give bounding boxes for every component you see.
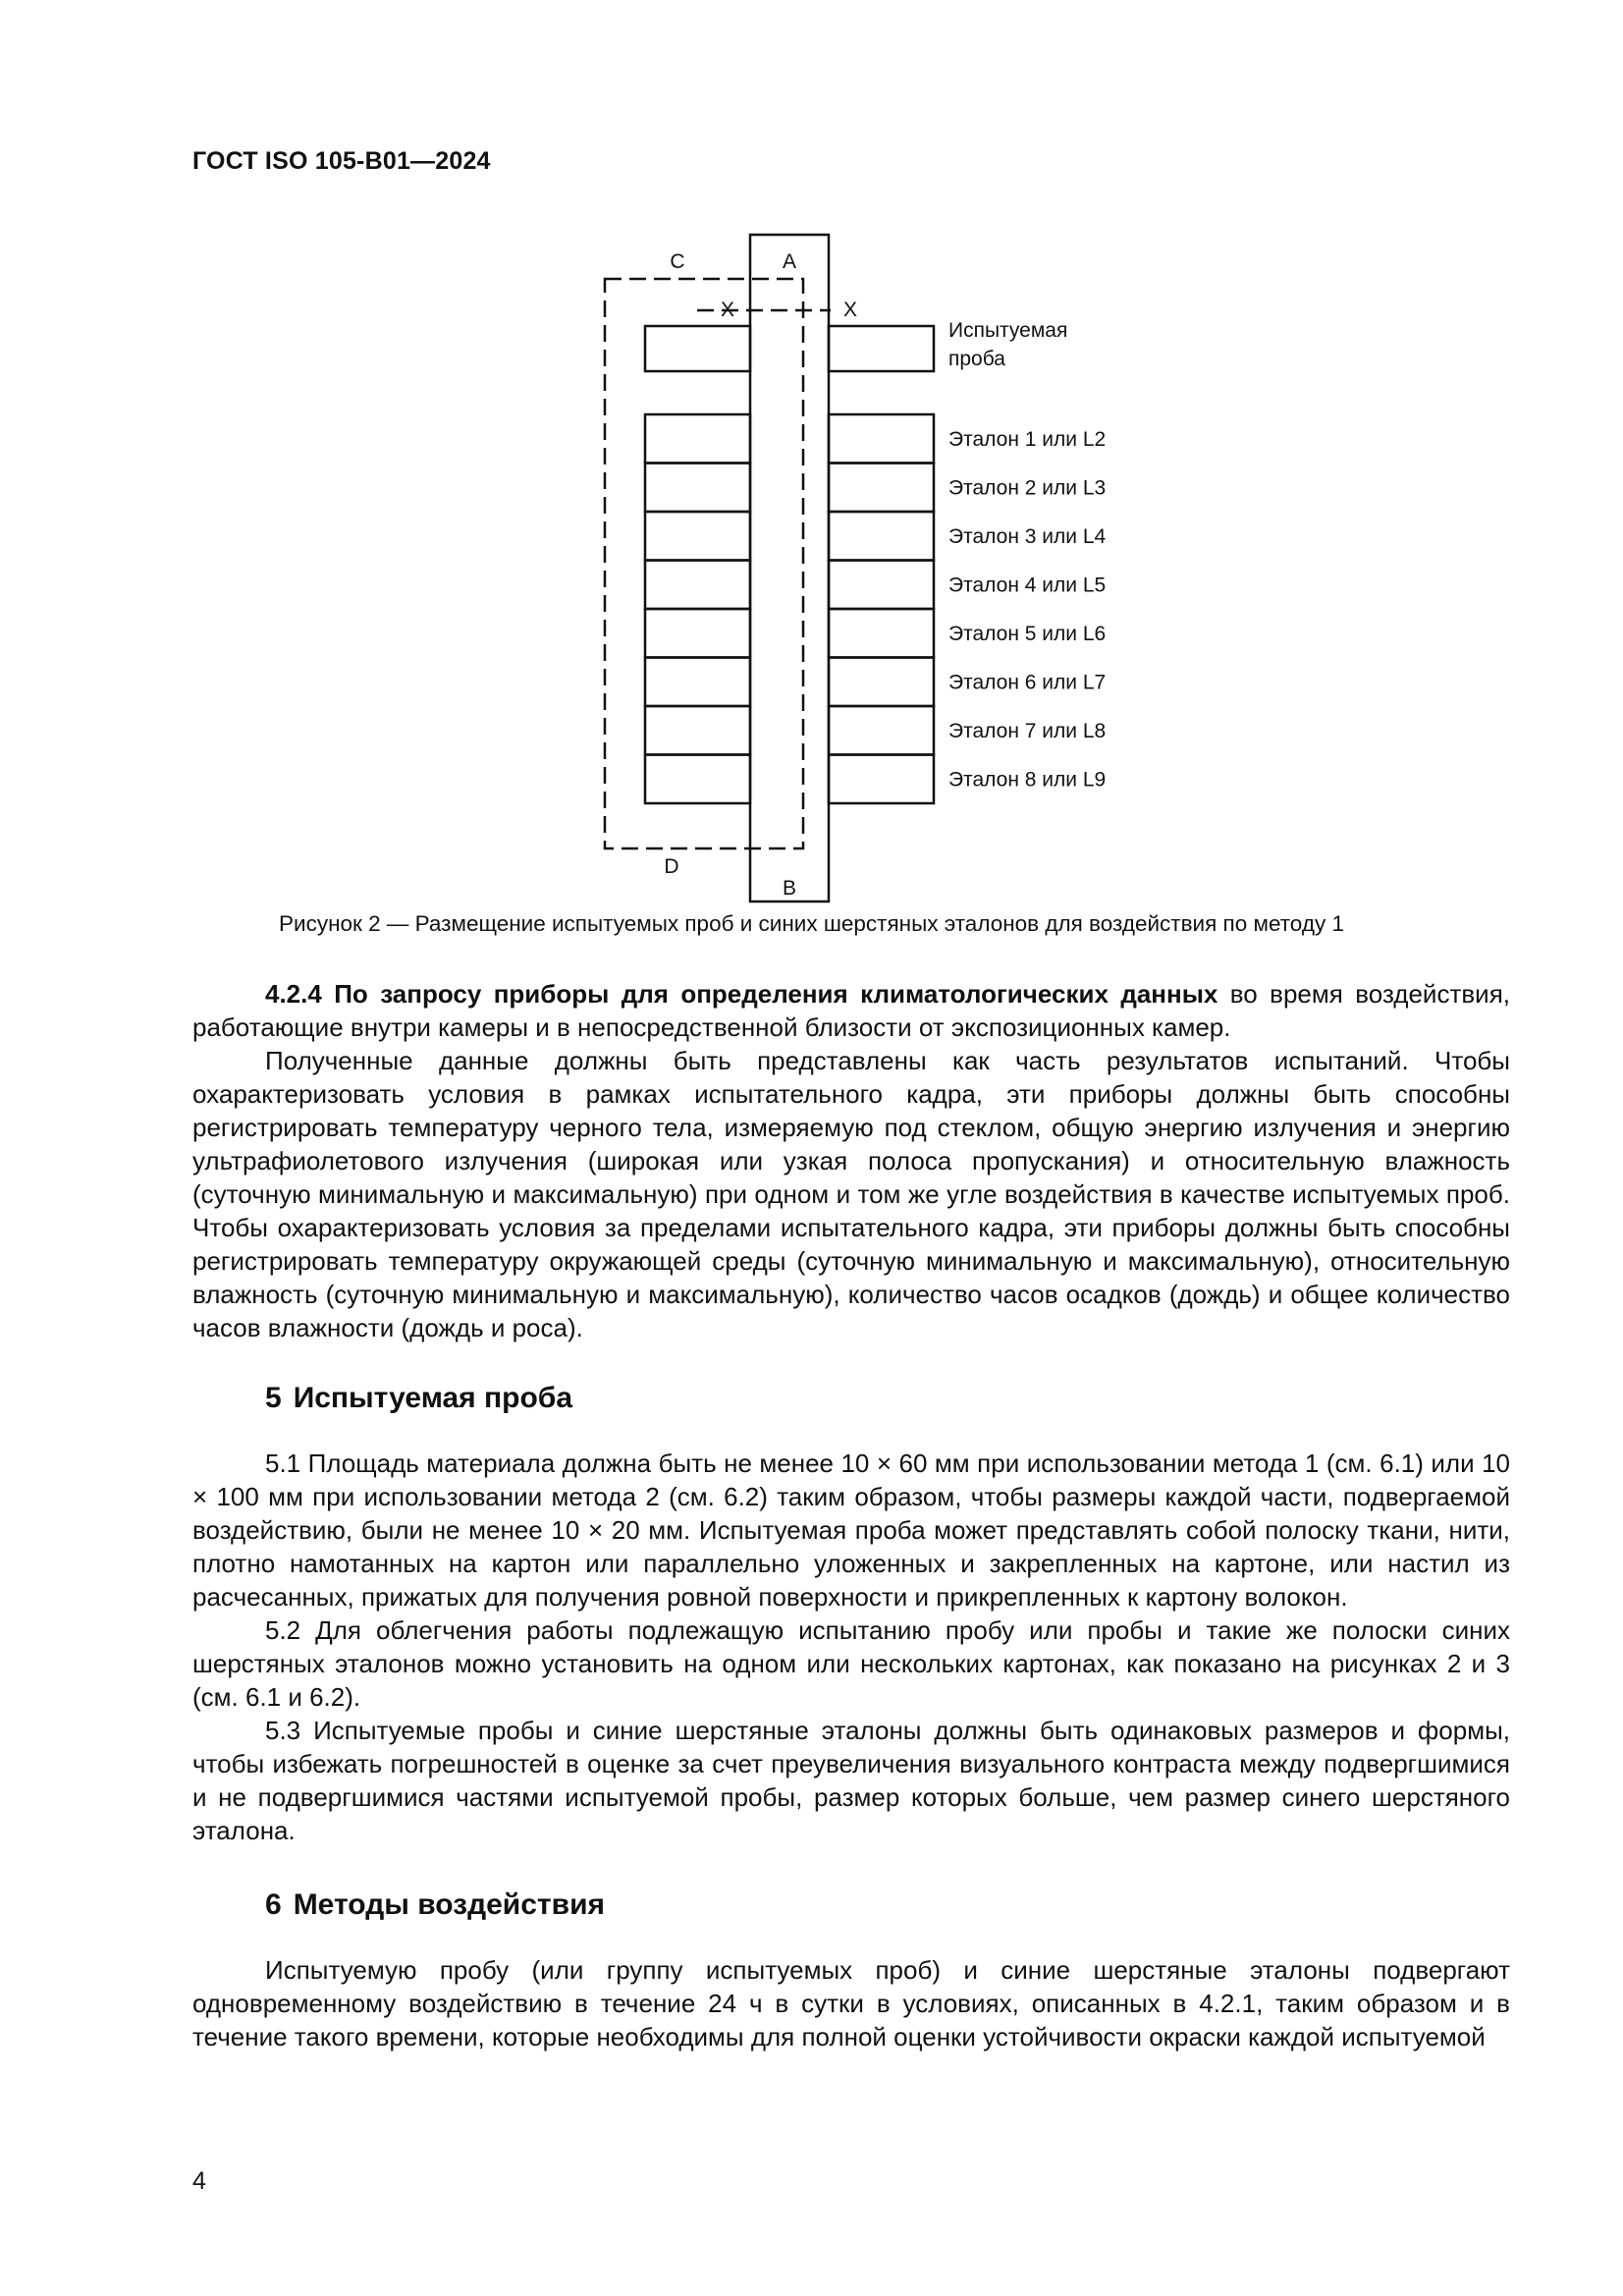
reference-strip-right-5 (829, 609, 934, 658)
reference-label-7: Эталон 7 или L8 (948, 719, 1107, 742)
paragraph-5-2: 5.2 Для облегчения работы подлежащую испытанию пробу или пробы и такие же полоски синих шерстяных эталонов можно установить на одном или нескольких картонах, как показано на рисунках 2 и 3 (см. 6.1 и 6.2). (192, 1615, 1510, 1712)
reference-label-4: Эталон 4 или L5 (948, 574, 1107, 597)
reference-strip-left-5 (645, 609, 750, 658)
label-x-right: X (842, 299, 858, 321)
center-card-strip (750, 235, 829, 902)
section-5-title: Испытуемая проба (293, 1382, 572, 1414)
reference-strip-right-3 (829, 512, 934, 561)
reference-strip-right-8 (829, 755, 934, 804)
reference-label-5: Эталон 5 или L6 (948, 622, 1107, 645)
section-6-title: Методы воздействия (293, 1888, 606, 1921)
reference-strip-left-8 (645, 755, 750, 804)
specimen-layout-figure (0, 0, 1623, 913)
paragraph-4-2-4-lead: 4.2.4 По запросу приборы для определения климатологических данных (265, 979, 1218, 1009)
section-6-number: 6 (265, 1888, 282, 1921)
reference-label-3: Эталон 3 или L4 (948, 524, 1107, 548)
test-sample-left (645, 326, 750, 371)
reference-strip-left-6 (645, 658, 750, 707)
reference-label-8: Эталон 8 или L9 (948, 768, 1107, 792)
label-d: D (664, 855, 679, 878)
reference-strip-left-7 (645, 706, 750, 755)
reference-strip-left-3 (645, 512, 750, 561)
paragraph-5-3: 5.3 Испытуемые пробы и синие шерстяные эталоны должны быть одинаковых размеров и формы, чтобы избежать погрешностей в оценке за счет преувеличения визуального контраста между подвергшимися и не подвергшимися частями испытуемой пробы, размер которых больше, чем размер синего шерстяного эталона. (192, 1716, 1510, 1845)
reference-strip-left-4 (645, 561, 750, 610)
reference-strip-left-2 (645, 464, 750, 513)
reference-strip-right-1 (829, 414, 934, 464)
document-body (192, 977, 1510, 2053)
figure-caption: Рисунок 2 — Размещение испытуемых проб и синих шерстяных эталонов для воздействия по методу 1 (279, 911, 1344, 936)
reference-label-1: Эталон 1 или L2 (948, 427, 1107, 451)
sample-label-line1: Испытуемая (948, 319, 1068, 342)
section-5-number: 5 (265, 1382, 282, 1414)
label-c: C (670, 250, 685, 273)
label-b: B (782, 877, 797, 900)
paragraph-4-2-4-text: во время воздействия, работающие внутри камеры и в непосредственной близости от экспозиционных камер. (192, 979, 1510, 1042)
reference-strip-right-2 (829, 464, 934, 513)
reference-strip-left-1 (645, 414, 750, 464)
dashed-cover-outline (605, 279, 803, 848)
label-x-left: X (720, 299, 735, 321)
section-6-heading (192, 1886, 1510, 1924)
reference-strip-right-4 (829, 561, 934, 610)
reference-strip-right-6 (829, 658, 934, 707)
test-sample-right (829, 326, 934, 371)
paragraph-4-2-4-continued: Полученные данные должны быть представлены как часть результатов испытаний. Чтобы охарактеризовать условия в рамках испытательного кадра, эти приборы должны быть способны регистрировать температуру черного тела, измеряемую под стеклом, общую энергию излучения и энергию ультрафиолетового излучения (широкая или узкая полоса пропускания) и относительную влажность (суточную минимальную и максимальную) при одном и том же угле воздействия в качестве испытуемых проб. Чтобы охарактеризовать условия за пределами испытательного кадра, эти приборы должны быть способны регистрировать температуру окружающей среды (суточную минимальную и максимальную), относительную влажность (суточную минимальную и максимальную), количество часов осадков (дождь) и общее количество часов влажности (дождь и роса). (192, 1046, 1510, 1342)
paragraph-6: Испытуемую пробу (или группу испытуемых проб) и синие шерстяные эталоны подвергают одновременному воздействию в течение 24 ч в сутки в условиях, описанных в 4.2.1, таким образом и в течение такого времени, которые необходимы для полной оценки устойчивости окраски каждой испытуемой (192, 1955, 1510, 2051)
reference-strip-right-7 (829, 706, 934, 755)
page-number: 4 (192, 2167, 206, 2195)
label-a: A (782, 250, 797, 273)
sample-label-line2: проба (948, 348, 1005, 370)
paragraph-5-1: 5.1 Площадь материала должна быть не менее 10 × 60 мм при использовании метода 1 (см. 6.1) или 10 × 100 мм при использовании метода 2 (см. 6.2) таким образом, чтобы размеры каждой части, подвергаемой воздействию, были не менее 10 × 20 мм. Испытуемая проба может представлять собой полоску ткани, нити, плотно намотанных на картон или параллельно уложенных и закрепленных на картоне, или настил из расчесанных, прижатых для получения ровной поверхности и прикрепленных к картону волокон. (192, 1449, 1510, 1612)
section-5-heading (192, 1380, 1510, 1417)
reference-label-6: Эталон 6 или L7 (948, 671, 1107, 694)
document-code-header: ГОСТ ISO 105-B01—2024 (192, 147, 491, 175)
paragraph-4-2-4 (192, 977, 1510, 1044)
reference-label-2: Эталон 2 или L3 (948, 476, 1107, 500)
